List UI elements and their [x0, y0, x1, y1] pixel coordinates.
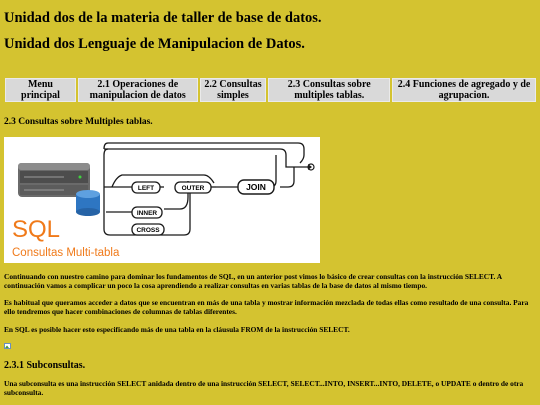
outer-keyword — [175, 182, 211, 193]
page-subtitle: Unidad dos Lenguaje de Manipulacion de Datos. — [4, 36, 305, 52]
banner-subtitle: Consultas Multi-tabla — [12, 247, 120, 259]
join-keyword — [238, 180, 274, 194]
nav-menu — [3, 76, 538, 104]
nav-item-operaciones[interactable]: 2.1 Operaciones de manipulacion de datos — [78, 78, 198, 102]
join-diagram — [4, 137, 320, 263]
svg-text:LEFT: LEFT — [137, 185, 155, 192]
broken-image-icon — [4, 343, 11, 349]
sql-label: SQL — [12, 216, 61, 243]
cross-keyword — [132, 224, 164, 235]
nav-item-consultas-multiples[interactable]: 2.3 Consultas sobre multiples tablas. — [268, 78, 390, 102]
svg-text:JOIN: JOIN — [246, 182, 266, 192]
page-title: Unidad dos de la materia de taller de base de datos. — [4, 10, 322, 26]
paragraph-intro: Continuando con nuestro camino para dominar los fundamentos de SQL, en un anterior post vimos lo básico de crear consultas con la instrucción SELECT. A continuación vamos a complicar un poco la cosa aprendiendo a realizar consultas en varias tablas de la base de datos al mismo tiempo. — [4, 272, 502, 291]
svg-text:INNER: INNER — [136, 210, 158, 217]
inner-keyword — [132, 207, 162, 218]
database-icon — [76, 190, 100, 216]
nav-item-funciones-agregado[interactable]: 2.4 Funciones de agregado y de agrupacion. — [392, 78, 536, 102]
subsection-heading: 2.3.1 Subconsultas. — [4, 360, 86, 371]
left-keyword — [132, 182, 160, 193]
paragraph-multiple-tables: Es habitual que queramos acceder a datos que se encuentran en más de una tabla y mostrar información mezclada de todas ellas como resultado de una consulta. Para ello tendremos que hacer combinaciones de columnas de tablas diferentes. — [4, 298, 529, 317]
nav-item-menu-principal[interactable]: Menu principal — [5, 78, 76, 102]
sql-banner-image — [4, 137, 320, 263]
paragraph-subconsulta: Una subconsulta es una instrucción SELECT anidada dentro de una instrucción SELECT, SELECT...INTO, INSERT...INTO, DELETE, o UPDATE o dentro de otra subconsulta. — [4, 379, 524, 398]
svg-text:CROSS: CROSS — [136, 227, 160, 234]
nav-item-consultas-simples[interactable]: 2.2 Consultas simples — [200, 78, 267, 102]
svg-text:OUTER: OUTER — [181, 185, 205, 192]
paragraph-from-clause: En SQL es posible hacer esto especificando más de una tabla en la cláusula FROM de la instrucción SELECT. — [4, 325, 350, 334]
section-heading: 2.3 Consultas sobre Multiples tablas. — [4, 117, 153, 127]
